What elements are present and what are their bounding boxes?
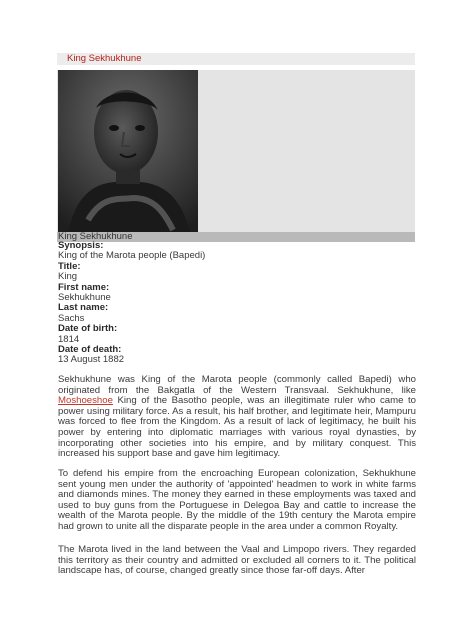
- body-paragraph-1: [58, 375, 416, 460]
- synopsis-value: King of the Marota people (Bapedi): [58, 250, 206, 262]
- moshoeshoe-link[interactable]: Moshoeshoe: [58, 395, 113, 407]
- body-paragraph-3: The Marota lived in the land between the Vaal and Limpopo rivers. They regarded this territory as their country and admitted or excluded all corners to it. The political landscape has, of course, changed greatly since those far-off days. After: [58, 544, 416, 577]
- portrait-caption: King Sekhukhune: [58, 231, 133, 242]
- first-name-value: Sekhukhune: [58, 292, 111, 304]
- title-value: King: [58, 271, 78, 283]
- page-title: King Sekhukhune: [67, 53, 142, 64]
- paragraph-1-text-a: Sekhukhune was King of the Marota people (commonly called Bapedi) who originated from the Bakgatla of the Western Transvaal. Sekhukhune, like: [58, 374, 416, 396]
- portrait-photo: [58, 70, 198, 232]
- dod-value: 13 August 1882: [58, 354, 125, 366]
- body-paragraph-2: To defend his empire from the encroaching European colonization, Sekhukhune sent young men under the authority of 'appointed' headmen to work in white farms and diamonds mines. The money they earned in these employments was taxed and used to buy guns from the Portuguese in Delegoa Bay and cattle to increase the wealth of the Marota people. By the middle of the 19th century the Marota empire had grown to unite all the disparate people in the area under a common Royalty.: [58, 468, 416, 532]
- title-label: Title:: [58, 260, 81, 272]
- portrait-image: [58, 70, 198, 232]
- last-name-label: Last name:: [58, 302, 109, 314]
- dob-label: Date of birth:: [58, 323, 118, 335]
- synopsis-label: Synopsis:: [58, 240, 104, 251]
- title-bar: [57, 53, 415, 65]
- dob-value: 1814: [58, 333, 80, 345]
- facts-block: [58, 241, 418, 366]
- last-name-value: Sachs: [58, 312, 85, 324]
- paragraph-1-text-b: King of the Basotho people, was an illegitimate ruler who came to power using military force. As a result, his half brother, and legitimate heir, Mampuru was forced to flee from the Kingdom. As a result of lack of legitimacy, he built his power by entering into diplomatic marriages with various royal dynasties, by incorporating other societies into his empire, and by military conquest. This increased his support base and gave him legitimacy.: [58, 395, 416, 460]
- dod-label: Date of death:: [58, 344, 122, 356]
- first-name-label: First name:: [58, 281, 110, 293]
